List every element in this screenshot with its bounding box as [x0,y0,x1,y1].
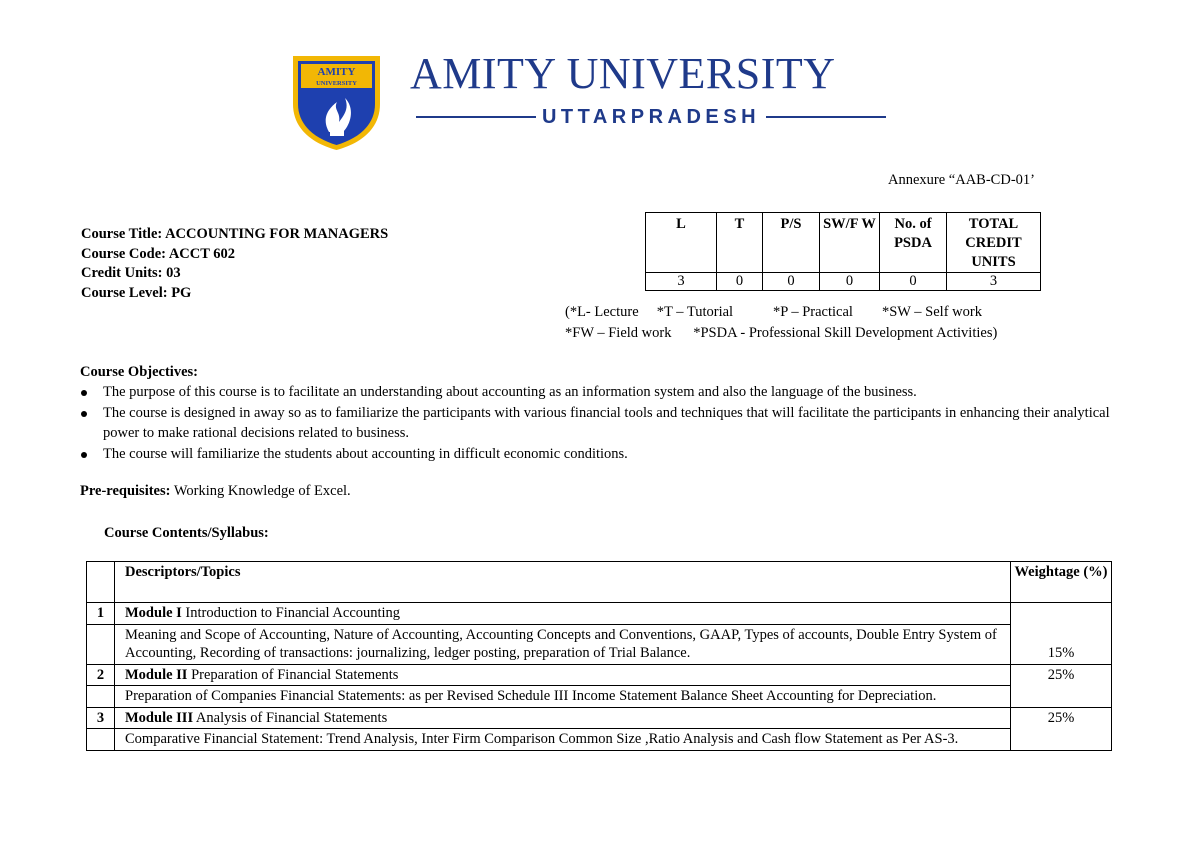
module-weightage: 25% [1011,664,1112,707]
course-code-line: Course Code: ACCT 602 [81,245,236,262]
header-cell: L [646,213,717,273]
header-cell: Descriptors/Topics [115,562,1011,603]
value-cell: 0 [717,273,763,291]
objectives-title: Course Objectives: [80,364,198,380]
list-item: The course will familiarize the students about accounting in difficult economic conditions. [80,444,1120,465]
value-cell: 0 [763,273,820,291]
module-weightage: 15% [1011,603,1112,665]
legend-line: (*L- Lecture *T – Tutorial *P – Practical *SW – Self work [565,304,982,320]
module-description: Comparative Financial Statement: Trend Analysis, Inter Firm Comparison Common Size ,Ratio Analysis and Cash flow Statement as Per AS-3. [115,729,1011,751]
prerequisites-label: Pre-requisites: [80,483,171,499]
course-title-line: Course Title: ACCOUNTING FOR MANAGERS [81,226,389,242]
course-code: ACCT 602 [168,245,236,262]
credit-legend [565,302,997,344]
module-description: Preparation of Companies Financial Statements: as per Revised Schedule III Income Statement Balance Sheet Accounting for Depreciation. [115,686,1011,708]
shield-icon [289,52,384,152]
divider [416,116,536,118]
credit-units: 03 [166,265,181,281]
header-cell: No. of PSDA [880,213,947,273]
module-weightage: 25% [1011,707,1112,750]
header-cell: TOTAL CREDIT UNITS [947,213,1041,273]
course-level-line: Course Level: PG [81,284,192,301]
value-cell: 3 [947,273,1041,291]
module-description: Meaning and Scope of Accounting, Nature of Accounting, Accounting Concepts and Conventions, GAAP, Types of accounts, Double Entry System of Accounting, Recording of transactions: journalizing, ledger posting, preparation of Trial Balance. [115,624,1011,664]
list-item: The course is designed in away so as to familiarize the participants with various financial tools and techniques that will facilitate the participants in enhancing their analytical power to make rational decisions related to business. [80,403,1120,444]
course-title: ACCOUNTING FOR MANAGERS [165,226,389,242]
header-cell: P/S [763,213,820,273]
module-number: 1 [87,603,115,625]
header-cell: Weightage (%) [1011,562,1112,603]
divider [766,116,886,118]
svg-text:UNIVERSITY: UNIVERSITY [316,80,357,87]
module-heading: Module III Analysis of Financial Statements [115,707,1011,729]
credit-table [645,212,1041,291]
credit-table-value-row [646,273,1041,291]
table-row [87,707,1112,729]
header-cell [87,562,115,603]
table-row [87,624,1112,664]
table-row [87,603,1112,625]
module-heading: Module II Preparation of Financial Statements [115,664,1011,686]
syllabus-title: Course Contents/Syllabus: [104,525,269,541]
table-row [87,729,1112,751]
table-row [87,686,1112,708]
course-info [81,225,388,303]
module-number: 2 [87,664,115,686]
value-cell: 3 [646,273,717,291]
module-heading: Module I Introduction to Financial Accounting [115,603,1011,625]
university-name: AMITY UNIVERSITY [410,49,836,98]
legend-line: *FW – Field work *PSDA - Professional Skill Development Activities) [565,325,998,341]
list-item: The purpose of this course is to facilitate an understanding about accounting as an information system and also the language of the business. [80,382,1120,403]
syllabus-table [86,561,1112,751]
credit-table-header-row [646,213,1041,273]
svg-text:AMITY: AMITY [317,66,356,78]
header-cell: SW/F W [820,213,880,273]
module-number: 3 [87,707,115,729]
empty-cell [87,729,115,751]
prerequisites-text: Working Knowledge of Excel. [170,483,351,499]
university-subtitle [416,104,886,130]
subtitle-text: UTTARPRADESH [541,105,761,128]
objectives-list [80,382,1120,464]
value-cell: 0 [880,273,947,291]
table-header-row [87,562,1112,603]
empty-cell [87,624,115,664]
empty-cell [87,686,115,708]
header-cell: T [717,213,763,273]
university-logo [289,52,384,152]
value-cell: 0 [820,273,880,291]
table-row [87,664,1112,686]
annexure-label: Annexure “AAB-CD-01’ [888,172,1035,188]
credit-units-line: Credit Units: 03 [81,265,181,281]
course-level: PG [171,284,192,301]
prerequisites [80,483,351,500]
